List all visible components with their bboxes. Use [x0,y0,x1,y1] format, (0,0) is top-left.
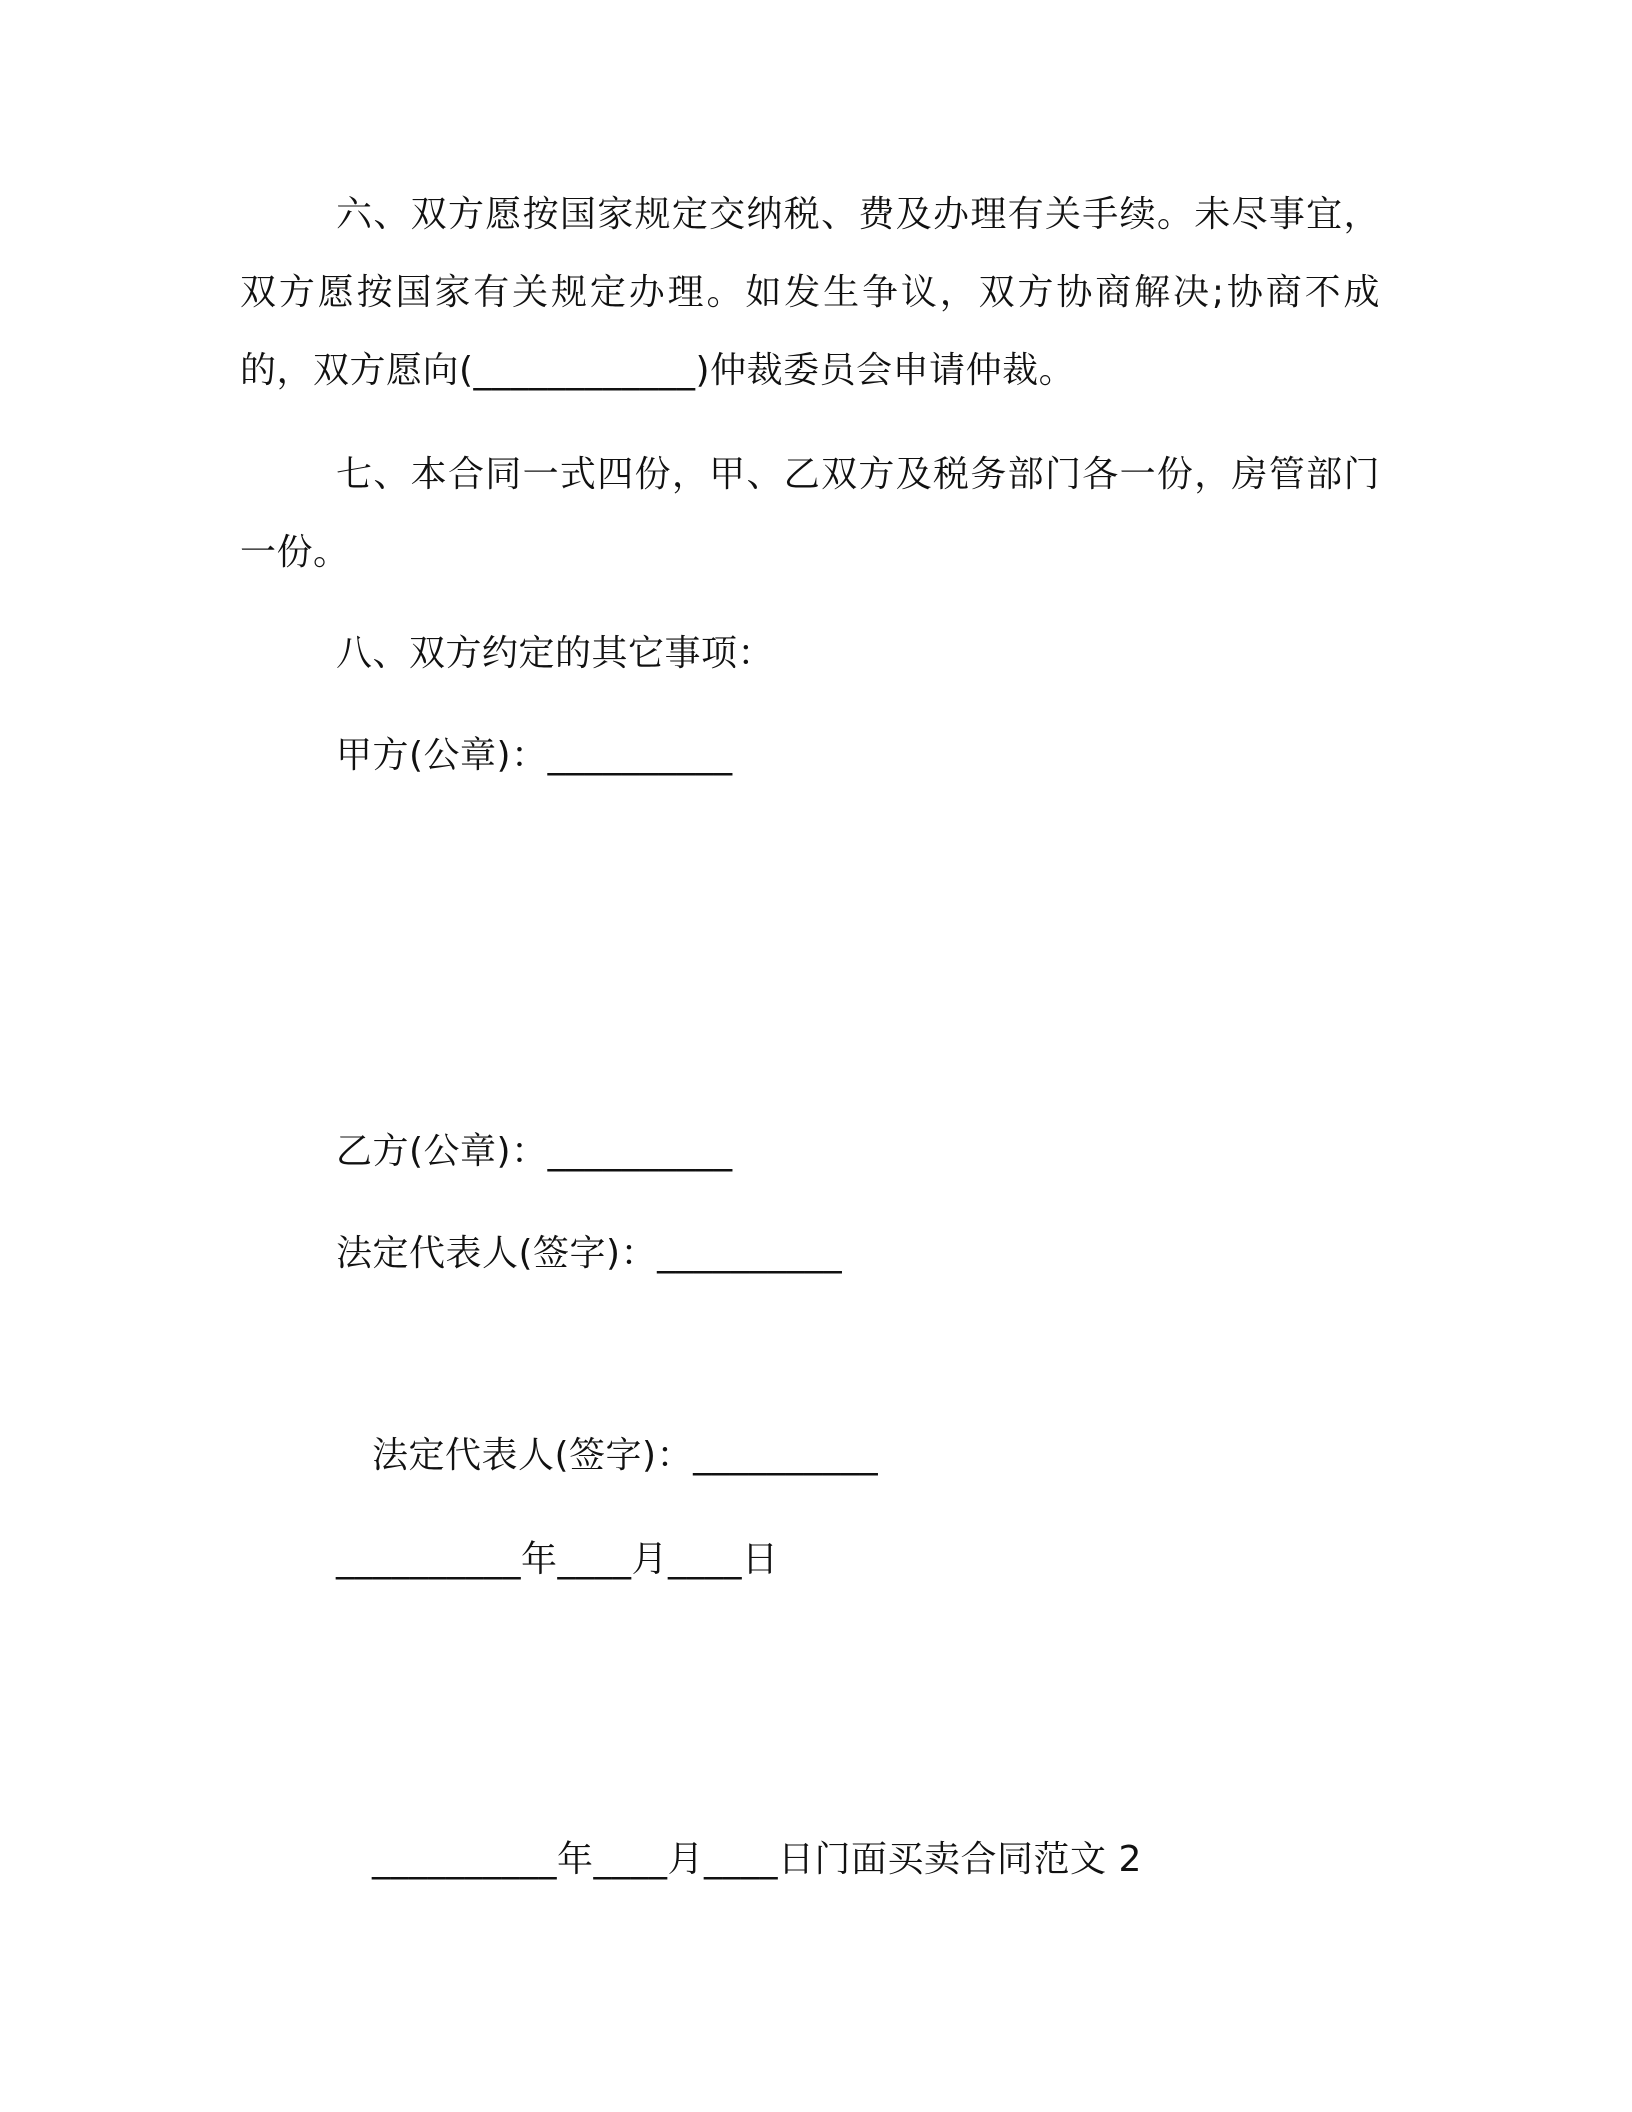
legal-rep-signature-line: 法定代表人(签字)：__________ [336,1233,843,1274]
party-a-seal-line: 甲方(公章)：__________ [336,735,733,776]
clause-six-paragraph: 六、双方愿按国家规定交纳税、费及办理有关手续。未尽事宜，双方愿按国家有关规定办理。如发生争议，双方协商解决;协商不成的，双方愿向(____________)仲裁委员会申请仲裁。 [240,194,1380,391]
party-b-seal-line: 乙方(公章)：__________ [336,1131,733,1172]
clause-eight-heading: 八、双方约定的其它事项： [336,633,775,674]
legal-rep-signature-line-2: 法定代表人(签字)：__________ [372,1435,879,1476]
date-and-next-contract-title: __________年____月____日门面买卖合同范文 2 [372,1839,1142,1880]
date-line: __________年____月____日 [336,1539,779,1580]
clause-seven-paragraph: 七、本合同一式四份，甲、乙双方及税务部门各一份，房管部门一份。 [240,454,1380,573]
